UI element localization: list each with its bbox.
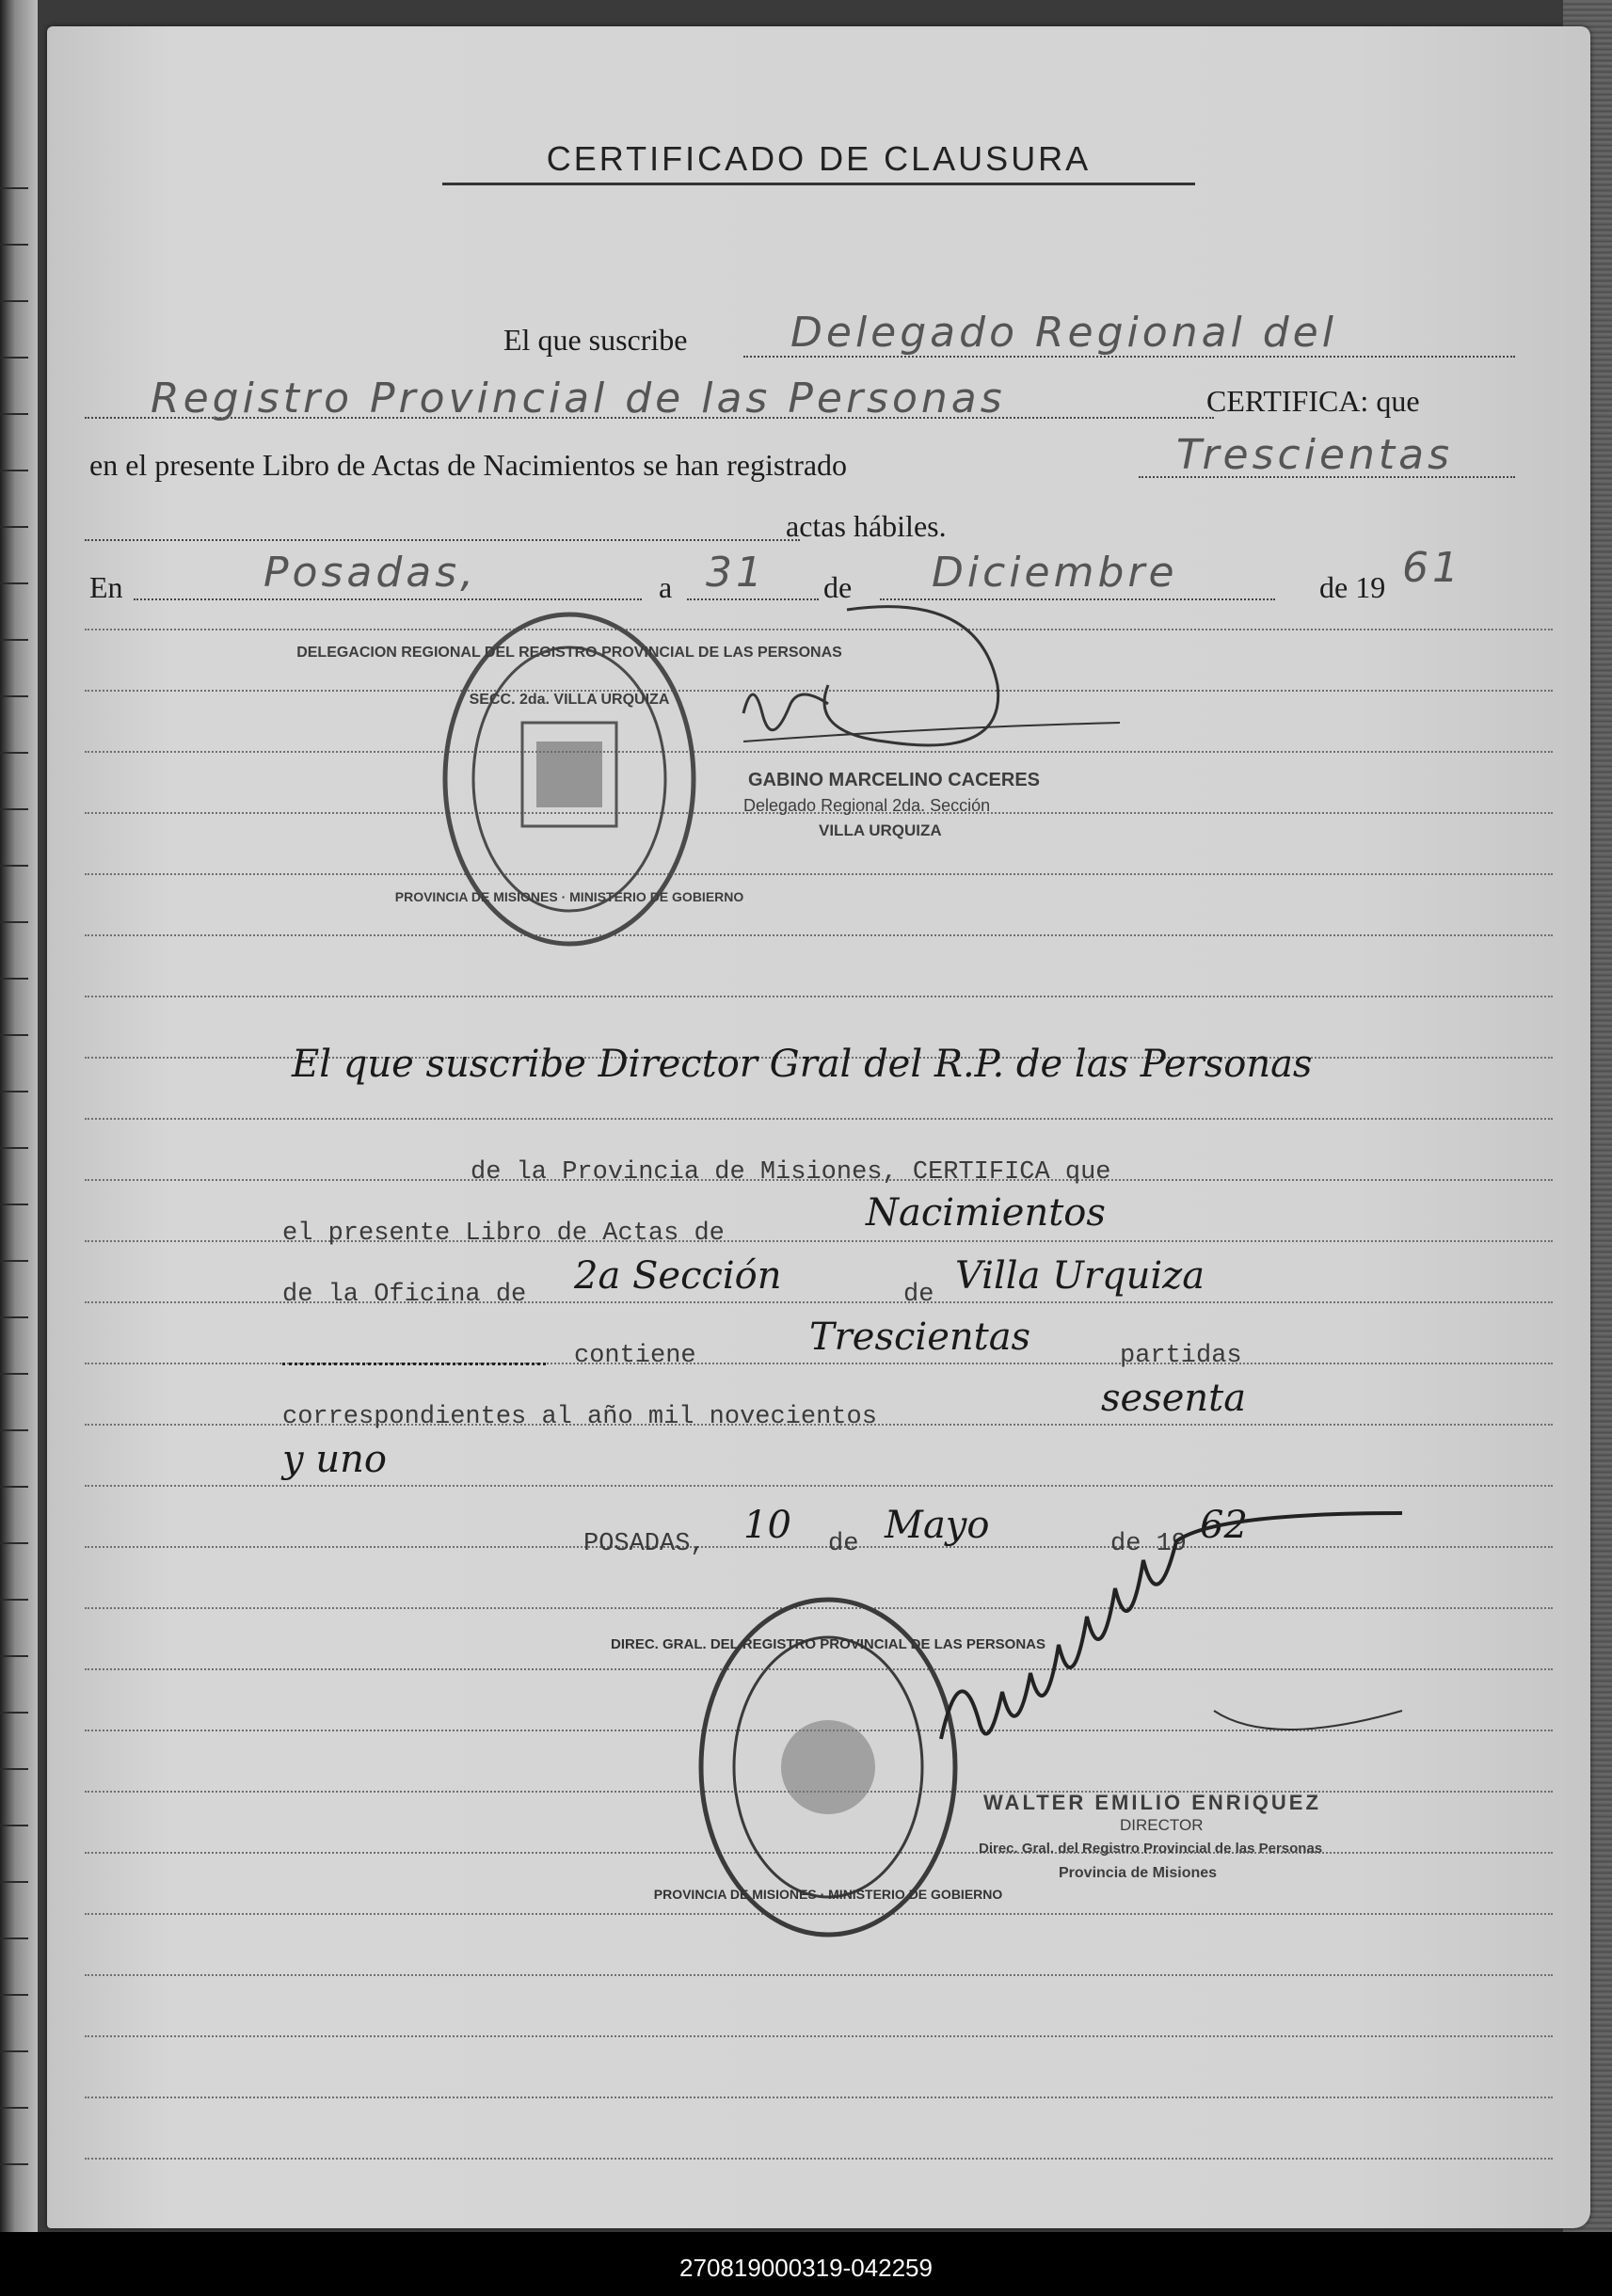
handwritten-month: Diciembre bbox=[932, 549, 1178, 597]
handwritten-office-place: Villa Urquiza bbox=[955, 1254, 1205, 1298]
typed-de: de bbox=[903, 1281, 934, 1309]
typed-posadas: POSADAS, bbox=[583, 1530, 706, 1558]
handwritten-place: Posadas, bbox=[263, 549, 478, 597]
handwritten-month-2: Mayo bbox=[885, 1504, 990, 1547]
page-title: CERTIFICADO DE CLAUSURA bbox=[442, 139, 1195, 185]
fill-line bbox=[282, 1363, 546, 1365]
ruled-line bbox=[85, 1118, 1553, 1120]
official-stamp-1 bbox=[296, 600, 842, 958]
ruled-line bbox=[85, 2097, 1553, 2098]
typed-libro-line: el presente Libro de Actas de bbox=[282, 1220, 725, 1248]
handwritten-day-2: 10 bbox=[743, 1504, 791, 1547]
typed-partidas: partidas bbox=[1120, 1342, 1242, 1370]
certifica-label: CERTIFICA: que bbox=[1206, 384, 1420, 418]
actas-text: actas hábiles. bbox=[786, 509, 947, 543]
signatory-1-place: VILLA URQUIZA bbox=[819, 821, 942, 839]
handwritten-year: 61 bbox=[1402, 544, 1462, 592]
ruled-line bbox=[85, 1974, 1553, 1976]
certificate-page bbox=[47, 26, 1590, 2228]
ruled-line bbox=[85, 996, 1553, 997]
handwritten-day: 31 bbox=[706, 549, 766, 597]
stamp-1-outer-text: DELEGACION REGIONAL DEL REGISTRO PROVINCIAL DE LAS PERSONAS bbox=[296, 645, 842, 661]
signatory-2-office: Direc. Gral. del Registro Provincial de las Personas bbox=[979, 1841, 1323, 1857]
signature-2 bbox=[932, 1645, 1440, 1786]
ruled-line bbox=[85, 751, 1553, 753]
ruled-line bbox=[85, 1485, 1553, 1487]
stamp-2-outer-text: DIREC. GRAL. DEL REGISTRO PROVINCIAL DE LAS PERSONAS bbox=[611, 1636, 1045, 1652]
a-label: a bbox=[659, 570, 673, 604]
ruled-line bbox=[85, 1546, 1553, 1548]
handwritten-second-heading: El que suscribe Director Gral del R.P. de las Personas bbox=[292, 1043, 1313, 1086]
typed-de-2: de bbox=[828, 1530, 859, 1558]
signature-1 bbox=[687, 582, 1139, 751]
typed-year-line: correspondientes al año mil novecientos bbox=[282, 1403, 877, 1431]
signatory-1-name: GABINO MARCELINO CACERES bbox=[748, 770, 1041, 790]
page-edges bbox=[0, 0, 38, 2296]
handwritten-role: Delegado Regional del bbox=[790, 309, 1337, 357]
fill-line bbox=[85, 539, 800, 541]
stamp-1-inner-text: SECC. 2da. VILLA URQUIZA bbox=[469, 692, 670, 708]
signatory-2-role: DIRECTOR bbox=[1120, 1816, 1204, 1834]
signatory-2-name: WALTER EMILIO ENRIQUEZ bbox=[983, 1791, 1321, 1814]
libro-text: en el presente Libro de Actas de Nacimientos se han registrado bbox=[89, 448, 848, 482]
year-label: de 19 bbox=[1319, 570, 1386, 604]
typed-contiene: contiene bbox=[574, 1342, 696, 1370]
typed-oficina-line: de la Oficina de bbox=[282, 1281, 527, 1309]
signatory-1-role: Delegado Regional 2da. Sección bbox=[743, 796, 991, 815]
typed-province-line: de la Provincia de Misiones, CERTIFICA que bbox=[471, 1158, 1111, 1187]
suscribe-label: El que suscribe bbox=[503, 323, 688, 357]
de-label: de bbox=[823, 570, 853, 604]
official-stamp-2 bbox=[611, 1588, 1045, 1946]
handwritten-book-type: Nacimientos bbox=[866, 1191, 1106, 1235]
ruled-line bbox=[85, 873, 1553, 875]
handwritten-sesenta: sesenta bbox=[1101, 1377, 1247, 1420]
ruled-line bbox=[85, 2035, 1553, 2037]
document-id: 270819000319-042259 bbox=[679, 2254, 933, 2282]
handwritten-count-2: Trescientas bbox=[809, 1315, 1031, 1359]
signatory-2-province: Provincia de Misiones bbox=[1059, 1865, 1218, 1881]
handwritten-count: Trescientas bbox=[1176, 431, 1454, 479]
handwritten-year-2: 62 bbox=[1200, 1504, 1248, 1547]
handwritten-section: 2a Sección bbox=[574, 1254, 782, 1298]
ruled-line bbox=[85, 2158, 1553, 2160]
en-label: En bbox=[89, 570, 123, 604]
ruled-line bbox=[85, 934, 1553, 936]
handwritten-office: Registro Provincial de las Personas bbox=[151, 375, 1006, 423]
stamp-1-bottom-text: PROVINCIA DE MISIONES · MINISTERIO DE GOBIERNO bbox=[394, 889, 744, 904]
stamp-2-bottom-text: PROVINCIA DE MISIONES · MINISTERIO DE GOBIERNO bbox=[653, 1887, 1003, 1902]
typed-year-2: de 19 bbox=[1110, 1530, 1188, 1558]
handwritten-y-uno: y uno bbox=[282, 1438, 387, 1481]
book-spine-left bbox=[0, 0, 38, 2296]
